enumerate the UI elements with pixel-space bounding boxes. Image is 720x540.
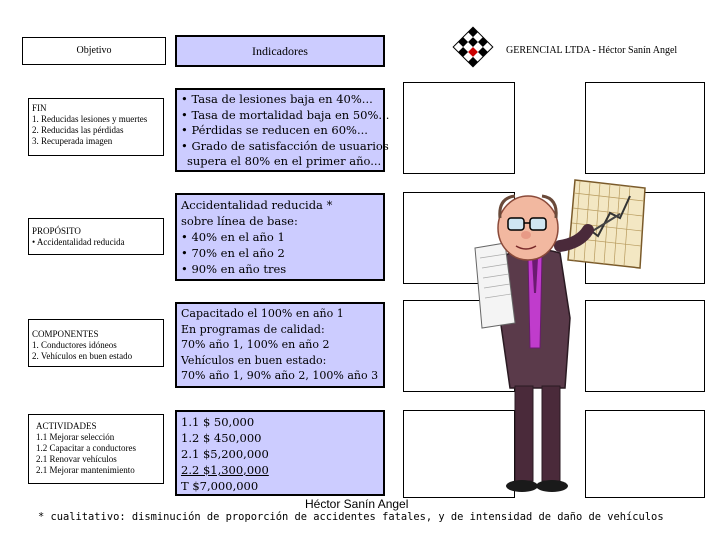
actividades-indicator-line: 1.1 $ 50,000: [181, 415, 255, 429]
actividades-indicator-line: 2.2 $1,300,000: [181, 463, 269, 477]
proposito-indicator-line: sobre línea de base:: [181, 214, 298, 228]
footnote: * cualitativo: disminución de proporción de accidentes fatales, y de intensidad de daño de vehículos: [38, 511, 664, 523]
fin-item-1: 1. Reducidas lesiones y muertes: [32, 114, 148, 124]
fin-indicator: [175, 88, 390, 172]
componentes-box: [28, 319, 164, 367]
fin-indicator-line: • Grado de satisfacción de usuarios: [181, 138, 389, 153]
proposito-box: [28, 218, 164, 255]
fin-title: FIN: [32, 103, 47, 113]
fin-item-2: 2. Reducidas las pérdidas: [32, 125, 124, 135]
fin-box: [28, 98, 164, 156]
proposito-title: PROPÓSITO: [32, 226, 81, 236]
fin-indicator-line: • Pérdidas se reducen en 60%...: [181, 123, 368, 137]
componentes-indicator-line: 70% año 1, 90% año 2, 100% año 3: [181, 369, 379, 382]
actividades-title: ACTIVIDADES: [36, 421, 97, 431]
componentes-indicator: [175, 302, 385, 388]
actividades-indicator: [175, 410, 385, 496]
fin-indicator-line: • Tasa de lesiones baja en 40%...: [181, 92, 373, 106]
actividades-item-1: 1.1 Mejorar selección: [36, 432, 115, 442]
actividades-indicator-line: T $7,000,000: [181, 479, 259, 493]
actividades-indicator-line: 1.2 $ 450,000: [181, 431, 262, 445]
proposito-indicator-line: • 40% en el año 1: [181, 230, 285, 244]
fin-item-3: 3. Recuperada imagen: [32, 136, 113, 146]
presenter-illustration: [470, 118, 660, 503]
proposito-indicator-line: • 70% en el año 2: [181, 246, 285, 260]
objetivo-label: Objetivo: [76, 45, 112, 56]
actividades-item-3: 2.1 Renovar vehículos: [36, 454, 117, 464]
objetivo-header: [22, 37, 166, 65]
componentes-indicator-line: 70% año 1, 100% en año 2: [181, 338, 330, 351]
actividades-item-4: 2.1 Mejorar mantenimiento: [36, 465, 135, 475]
actividades-box: [28, 414, 164, 484]
proposito-indicator-line: • 90% en año tres: [181, 262, 287, 276]
proposito-item: • Accidentalidad reducida: [32, 237, 125, 247]
componentes-indicator-line: Vehículos en buen estado:: [181, 353, 327, 367]
indicadores-label: Indicadores: [252, 44, 308, 58]
componentes-item-2: 2. Vehículos en buen estado: [32, 351, 133, 361]
fin-indicator-line: • Tasa de mortalidad baja en 50%...: [181, 107, 390, 122]
author-label: Héctor Sanín Angel: [305, 497, 409, 511]
proposito-indicator: [175, 193, 385, 281]
company-label: GERENCIAL LTDA - Héctor Sanín Angel: [506, 45, 678, 56]
componentes-item-1: 1. Conductores idóneos: [32, 340, 117, 350]
componentes-indicator-line: En programas de calidad:: [181, 322, 325, 336]
proposito-indicator-line: Accidentalidad reducida *: [181, 198, 333, 212]
componentes-indicator-line: Capacitado el 100% en año 1: [181, 307, 344, 320]
actividades-item-2: 1.2 Capacitar a conductores: [36, 443, 136, 453]
indicadores-header: [175, 35, 385, 67]
actividades-indicator-line: 2.1 $5,200,000: [181, 447, 269, 461]
componentes-title: COMPONENTES: [32, 329, 99, 339]
chart-board-icon: [568, 180, 645, 268]
fin-indicator-line: supera el 80% en el primer año...: [187, 154, 382, 168]
company-logo: [449, 23, 497, 71]
